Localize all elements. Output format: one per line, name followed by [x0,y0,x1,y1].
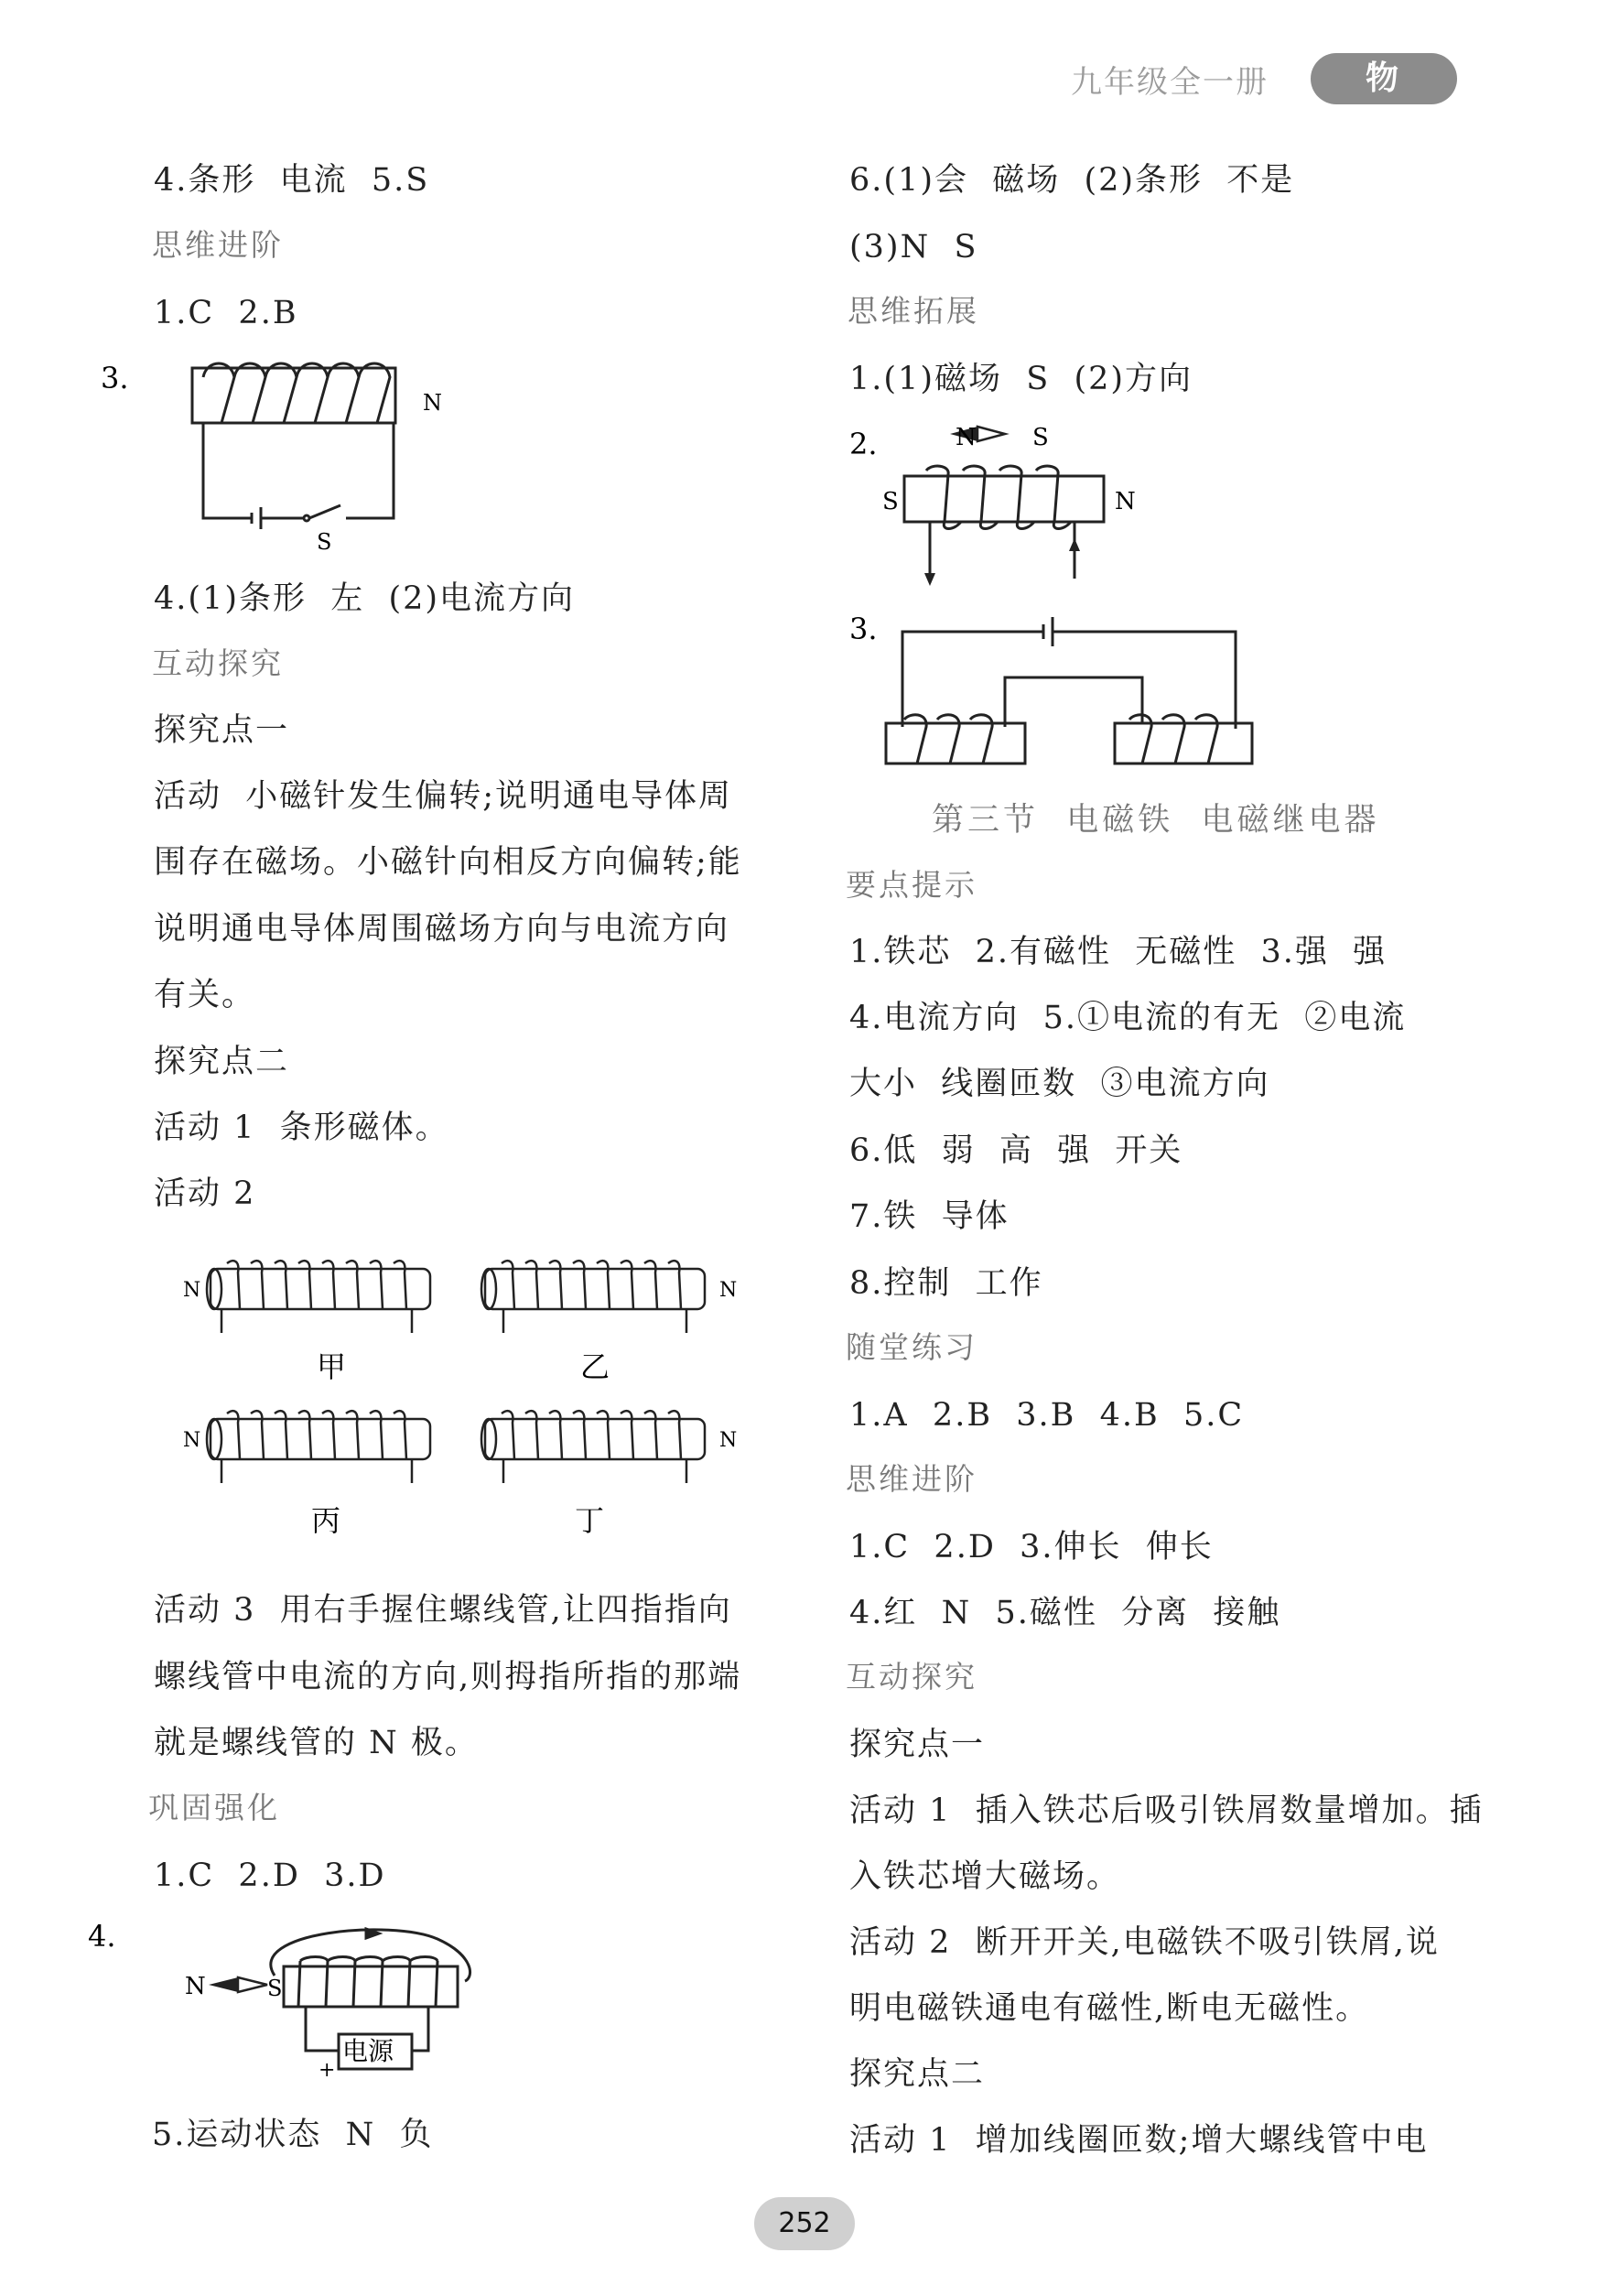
figure-number: 3. [849,612,878,646]
answer-line: 5.运动状态 N 负 [152,2117,434,2153]
figure-number: 3. [101,361,129,395]
answer-line: 活动 2 断开开关,电磁铁不吸引铁屑,说 [849,1924,1440,1961]
pole-label-n: N [1115,488,1136,515]
answer-line: 活动 1 增加线圈匝数;增大螺线管中电 [849,2122,1429,2159]
section-heading: 互动探究 [152,645,284,681]
answer-line: 8.控制 工作 [849,1265,1043,1302]
section-heading: 巩固强化 [148,1790,280,1825]
answer-line: 4.电流方向 5.①电流的有无 ②电流 [849,1000,1407,1036]
section-heading: 要点提示 [846,867,977,903]
answer-line: 活动 1 条形磁体。 [154,1110,449,1146]
answer-line: 探究点二 [849,2056,986,2093]
pole-label-n: N [719,1429,738,1452]
section-heading: 思维进阶 [846,1461,977,1497]
answer-line: 大小 线圈匝数 ③电流方向 [849,1066,1270,1102]
answer-line: 7.铁 导体 [849,1198,1010,1235]
answer-line: 说明通电导体周围磁场方向与电流方向 [154,911,730,948]
pole-label-n: N [183,1279,201,1302]
answer-line: 入铁芯增大磁场。 [849,1858,1121,1895]
answer-line: 探究点二 [154,1044,290,1080]
answer-line: 4.(1)条形 左 (2)电流方向 [154,580,576,617]
answer-line: 活动 1 插入铁芯后吸引铁屑数量增加。插 [849,1792,1484,1829]
section-heading: 思维拓展 [848,293,979,329]
switch-label-s: S [317,529,332,555]
answer-line: 4.条形 电流 5.S [154,162,430,199]
answer-line: 1.A 2.B 3.B 4.B 5.C [849,1397,1245,1434]
figure-solenoid-switch [101,357,476,558]
page-number: 252 [754,2197,855,2250]
answer-line: 明电磁铁通电有磁性,断电无磁性。 [849,1990,1370,2027]
needle-label-n: N [956,424,977,451]
pole-label-s: S [882,488,899,515]
figure-four-solenoids [183,1254,769,1547]
answer-line: 就是螺线管的 N 极。 [154,1725,479,1761]
answer-line: 1.(1)磁场 S (2)方向 [849,361,1193,397]
solenoid-label: 甲 [317,1349,347,1384]
figure-two-electromagnets [849,613,1270,778]
solenoid-label: 丙 [311,1503,341,1538]
section-heading: 随堂练习 [846,1329,977,1365]
answer-line: 活动 3 用右手握住螺线管,让四指指向 [154,1592,732,1629]
answer-line: 有关。 [154,977,256,1013]
answer-line: 探究点一 [849,1727,986,1763]
subject-badge: 物 理 [1311,53,1457,104]
figure-needle-solenoid [849,417,1179,601]
needle-label-n: N [185,1973,206,2000]
answer-line: (3)N S [849,229,978,265]
pole-label-n: N [423,390,442,416]
pole-label-n: N [719,1279,738,1302]
answer-line: 6.低 弱 高 强 开关 [849,1132,1183,1169]
answer-line: 4.红 N 5.磁性 分离 接触 [849,1595,1281,1631]
answer-line: 1.C 2.D 3.伸长 伸长 [849,1529,1214,1565]
section-heading: 思维进阶 [152,227,284,263]
answer-line: 1.C 2.B [154,295,298,331]
section-heading: 互动探究 [846,1659,977,1695]
answer-line: 活动 小磁针发生偏转;说明通电导体周 [154,778,733,815]
answer-line: 1.铁芯 2.有磁性 无磁性 3.强 强 [849,934,1388,970]
figure-number: 2. [849,427,878,461]
answer-line: 活动 2 [154,1175,256,1212]
chapter-section-title: 第三节 电磁铁 电磁继电器 [932,802,1380,839]
book-grade: 九年级全一册 [1071,64,1269,101]
pole-label-n: N [183,1429,201,1452]
solenoid-label: 丁 [575,1503,605,1538]
answer-line: 探究点一 [154,712,290,749]
needle-label-s: S [267,1976,283,2001]
figure-number: 4. [88,1919,116,1954]
figure-solenoid-power [88,1913,520,2096]
answer-line: 6.(1)会 磁场 (2)条形 不是 [849,162,1295,199]
solenoid-label: 乙 [580,1349,610,1384]
answer-line: 1.C 2.D 3.D [154,1857,386,1894]
answer-line: 螺线管中电流的方向,则拇指所指的那端 [154,1659,742,1695]
answer-line: 围存在磁场。小磁针向相反方向偏转;能 [154,844,742,881]
needle-label-s: S [1032,424,1049,451]
power-source-label: 电源 [342,2036,394,2066]
positive-terminal-label: + [319,2059,336,2082]
